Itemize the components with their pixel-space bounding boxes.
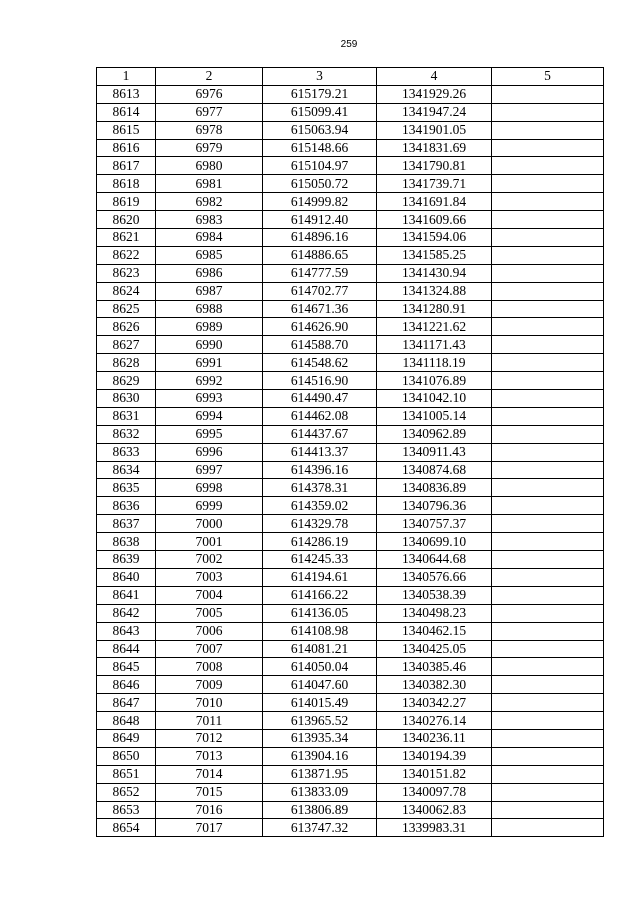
x-coordinate-cell: 614047.60 (263, 676, 377, 694)
index-cell: 7002 (156, 551, 263, 569)
x-coordinate-cell: 614437.67 (263, 425, 377, 443)
note-cell (492, 622, 604, 640)
index-cell: 7005 (156, 604, 263, 622)
table-row (97, 783, 604, 801)
x-coordinate-cell: 614777.59 (263, 264, 377, 282)
table-row (97, 121, 604, 139)
y-coordinate-cell: 1341324.88 (377, 282, 492, 300)
point-number-cell: 8636 (97, 497, 156, 515)
point-number-cell: 8619 (97, 193, 156, 211)
point-number-cell: 8651 (97, 765, 156, 783)
note-cell (492, 211, 604, 229)
y-coordinate-cell: 1340962.89 (377, 425, 492, 443)
note-cell (492, 282, 604, 300)
x-coordinate-cell: 614896.16 (263, 229, 377, 247)
y-coordinate-cell: 1340276.14 (377, 712, 492, 730)
table-row (97, 407, 604, 425)
table-row (97, 819, 604, 837)
index-cell: 7007 (156, 640, 263, 658)
y-coordinate-cell: 1340462.15 (377, 622, 492, 640)
note-cell (492, 533, 604, 551)
column-header-2: 2 (156, 68, 263, 86)
index-cell: 6993 (156, 390, 263, 408)
table-row (97, 676, 604, 694)
point-number-cell: 8638 (97, 533, 156, 551)
note-cell (492, 157, 604, 175)
coordinates-table (96, 67, 604, 837)
table-row (97, 175, 604, 193)
y-coordinate-cell: 1340385.46 (377, 658, 492, 676)
table-row (97, 747, 604, 765)
note-cell (492, 246, 604, 264)
index-cell: 6984 (156, 229, 263, 247)
index-cell: 6991 (156, 354, 263, 372)
index-cell: 6992 (156, 372, 263, 390)
point-number-cell: 8613 (97, 85, 156, 103)
column-header-1: 1 (97, 68, 156, 86)
point-number-cell: 8644 (97, 640, 156, 658)
point-number-cell: 8630 (97, 390, 156, 408)
y-coordinate-cell: 1341790.81 (377, 157, 492, 175)
x-coordinate-cell: 613935.34 (263, 729, 377, 747)
index-cell: 6996 (156, 443, 263, 461)
y-coordinate-cell: 1340699.10 (377, 533, 492, 551)
x-coordinate-cell: 614359.02 (263, 497, 377, 515)
note-cell (492, 819, 604, 837)
y-coordinate-cell: 1340194.39 (377, 747, 492, 765)
x-coordinate-cell: 614136.05 (263, 604, 377, 622)
y-coordinate-cell: 1340062.83 (377, 801, 492, 819)
x-coordinate-cell: 614462.08 (263, 407, 377, 425)
y-coordinate-cell: 1341691.84 (377, 193, 492, 211)
note-cell (492, 425, 604, 443)
note-cell (492, 354, 604, 372)
table-row (97, 372, 604, 390)
note-cell (492, 264, 604, 282)
index-cell: 7003 (156, 568, 263, 586)
x-coordinate-cell: 613806.89 (263, 801, 377, 819)
point-number-cell: 8627 (97, 336, 156, 354)
point-number-cell: 8645 (97, 658, 156, 676)
note-cell (492, 479, 604, 497)
point-number-cell: 8626 (97, 318, 156, 336)
x-coordinate-cell: 614396.16 (263, 461, 377, 479)
y-coordinate-cell: 1341609.66 (377, 211, 492, 229)
y-coordinate-cell: 1340498.23 (377, 604, 492, 622)
y-coordinate-cell: 1341430.94 (377, 264, 492, 282)
index-cell: 7010 (156, 694, 263, 712)
point-number-cell: 8641 (97, 586, 156, 604)
point-number-cell: 8640 (97, 568, 156, 586)
table-row (97, 515, 604, 533)
table-row (97, 622, 604, 640)
table-row (97, 497, 604, 515)
page-number: 259 (340, 39, 358, 50)
note-cell (492, 801, 604, 819)
note-cell (492, 747, 604, 765)
point-number-cell: 8621 (97, 229, 156, 247)
index-cell: 7008 (156, 658, 263, 676)
point-number-cell: 8653 (97, 801, 156, 819)
note-cell (492, 604, 604, 622)
table-row (97, 729, 604, 747)
index-cell: 6994 (156, 407, 263, 425)
y-coordinate-cell: 1340911.43 (377, 443, 492, 461)
note-cell (492, 515, 604, 533)
index-cell: 7013 (156, 747, 263, 765)
point-number-cell: 8648 (97, 712, 156, 730)
x-coordinate-cell: 613871.95 (263, 765, 377, 783)
table-row (97, 229, 604, 247)
index-cell: 6997 (156, 461, 263, 479)
index-cell: 6999 (156, 497, 263, 515)
point-number-cell: 8639 (97, 551, 156, 569)
index-cell: 7012 (156, 729, 263, 747)
column-header-5: 5 (492, 68, 604, 86)
x-coordinate-cell: 613904.16 (263, 747, 377, 765)
x-coordinate-cell: 614588.70 (263, 336, 377, 354)
x-coordinate-cell: 613965.52 (263, 712, 377, 730)
table-row (97, 443, 604, 461)
y-coordinate-cell: 1341042.10 (377, 390, 492, 408)
note-cell (492, 551, 604, 569)
point-number-cell: 8622 (97, 246, 156, 264)
index-cell: 6990 (156, 336, 263, 354)
y-coordinate-cell: 1341739.71 (377, 175, 492, 193)
point-number-cell: 8624 (97, 282, 156, 300)
index-cell: 7014 (156, 765, 263, 783)
index-cell: 6986 (156, 264, 263, 282)
table-row (97, 103, 604, 121)
index-cell: 7004 (156, 586, 263, 604)
point-number-cell: 8634 (97, 461, 156, 479)
table-row (97, 712, 604, 730)
point-number-cell: 8628 (97, 354, 156, 372)
point-number-cell: 8625 (97, 300, 156, 318)
note-cell (492, 586, 604, 604)
index-cell: 6980 (156, 157, 263, 175)
point-number-cell: 8632 (97, 425, 156, 443)
note-cell (492, 694, 604, 712)
x-coordinate-cell: 614286.19 (263, 533, 377, 551)
x-coordinate-cell: 614413.37 (263, 443, 377, 461)
note-cell (492, 640, 604, 658)
x-coordinate-cell: 614702.77 (263, 282, 377, 300)
point-number-cell: 8620 (97, 211, 156, 229)
y-coordinate-cell: 1341831.69 (377, 139, 492, 157)
table-row (97, 85, 604, 103)
x-coordinate-cell: 615104.97 (263, 157, 377, 175)
table-row (97, 461, 604, 479)
column-header-3: 3 (263, 68, 377, 86)
note-cell (492, 103, 604, 121)
note-cell (492, 729, 604, 747)
y-coordinate-cell: 1341118.19 (377, 354, 492, 372)
header-row (97, 68, 604, 86)
table-row (97, 211, 604, 229)
point-number-cell: 8618 (97, 175, 156, 193)
y-coordinate-cell: 1340538.39 (377, 586, 492, 604)
x-coordinate-cell: 614050.04 (263, 658, 377, 676)
y-coordinate-cell: 1341076.89 (377, 372, 492, 390)
table-row (97, 390, 604, 408)
index-cell: 7016 (156, 801, 263, 819)
y-coordinate-cell: 1340796.36 (377, 497, 492, 515)
x-coordinate-cell: 614516.90 (263, 372, 377, 390)
point-number-cell: 8616 (97, 139, 156, 157)
y-coordinate-cell: 1340576.66 (377, 568, 492, 586)
note-cell (492, 407, 604, 425)
y-coordinate-cell: 1341171.43 (377, 336, 492, 354)
y-coordinate-cell: 1341594.06 (377, 229, 492, 247)
table-row (97, 604, 604, 622)
index-cell: 6985 (156, 246, 263, 264)
x-coordinate-cell: 615099.41 (263, 103, 377, 121)
y-coordinate-cell: 1340874.68 (377, 461, 492, 479)
index-cell: 7017 (156, 819, 263, 837)
y-coordinate-cell: 1340382.30 (377, 676, 492, 694)
x-coordinate-cell: 614671.36 (263, 300, 377, 318)
x-coordinate-cell: 614378.31 (263, 479, 377, 497)
table-row (97, 694, 604, 712)
y-coordinate-cell: 1341929.26 (377, 85, 492, 103)
note-cell (492, 676, 604, 694)
index-cell: 7006 (156, 622, 263, 640)
point-number-cell: 8629 (97, 372, 156, 390)
table-row (97, 193, 604, 211)
index-cell: 6979 (156, 139, 263, 157)
table-row (97, 586, 604, 604)
index-cell: 7015 (156, 783, 263, 801)
index-cell: 6978 (156, 121, 263, 139)
y-coordinate-cell: 1341901.05 (377, 121, 492, 139)
table-row (97, 300, 604, 318)
index-cell: 6982 (156, 193, 263, 211)
column-header-4: 4 (377, 68, 492, 86)
table-row (97, 568, 604, 586)
note-cell (492, 175, 604, 193)
table-row (97, 139, 604, 157)
table-row (97, 479, 604, 497)
point-number-cell: 8647 (97, 694, 156, 712)
note-cell (492, 443, 604, 461)
x-coordinate-cell: 614194.61 (263, 568, 377, 586)
note-cell (492, 765, 604, 783)
x-coordinate-cell: 614626.90 (263, 318, 377, 336)
x-coordinate-cell: 614329.78 (263, 515, 377, 533)
y-coordinate-cell: 1340425.05 (377, 640, 492, 658)
x-coordinate-cell: 614245.33 (263, 551, 377, 569)
table-row (97, 658, 604, 676)
index-cell: 6977 (156, 103, 263, 121)
point-number-cell: 8623 (97, 264, 156, 282)
index-cell: 6989 (156, 318, 263, 336)
table-row (97, 246, 604, 264)
point-number-cell: 8635 (97, 479, 156, 497)
x-coordinate-cell: 614166.22 (263, 586, 377, 604)
point-number-cell: 8652 (97, 783, 156, 801)
index-cell: 6998 (156, 479, 263, 497)
table-row (97, 425, 604, 443)
x-coordinate-cell: 614015.49 (263, 694, 377, 712)
note-cell (492, 390, 604, 408)
x-coordinate-cell: 614108.98 (263, 622, 377, 640)
point-number-cell: 8615 (97, 121, 156, 139)
y-coordinate-cell: 1341221.62 (377, 318, 492, 336)
x-coordinate-cell: 613747.32 (263, 819, 377, 837)
point-number-cell: 8614 (97, 103, 156, 121)
x-coordinate-cell: 613833.09 (263, 783, 377, 801)
note-cell (492, 229, 604, 247)
index-cell: 6981 (156, 175, 263, 193)
note-cell (492, 336, 604, 354)
index-cell: 7001 (156, 533, 263, 551)
index-cell: 6995 (156, 425, 263, 443)
y-coordinate-cell: 1340097.78 (377, 783, 492, 801)
note-cell (492, 497, 604, 515)
table-row (97, 282, 604, 300)
note-cell (492, 193, 604, 211)
point-number-cell: 8654 (97, 819, 156, 837)
x-coordinate-cell: 614081.21 (263, 640, 377, 658)
x-coordinate-cell: 615179.21 (263, 85, 377, 103)
table-row (97, 640, 604, 658)
index-cell: 6987 (156, 282, 263, 300)
point-number-cell: 8649 (97, 729, 156, 747)
index-cell: 7009 (156, 676, 263, 694)
point-number-cell: 8650 (97, 747, 156, 765)
table-row (97, 551, 604, 569)
y-coordinate-cell: 1341585.25 (377, 246, 492, 264)
point-number-cell: 8637 (97, 515, 156, 533)
x-coordinate-cell: 614912.40 (263, 211, 377, 229)
note-cell (492, 712, 604, 730)
table-row (97, 533, 604, 551)
note-cell (492, 783, 604, 801)
index-cell: 7011 (156, 712, 263, 730)
table-row (97, 264, 604, 282)
y-coordinate-cell: 1341947.24 (377, 103, 492, 121)
point-number-cell: 8631 (97, 407, 156, 425)
table-body (97, 85, 604, 836)
note-cell (492, 139, 604, 157)
note-cell (492, 121, 604, 139)
note-cell (492, 300, 604, 318)
x-coordinate-cell: 615148.66 (263, 139, 377, 157)
x-coordinate-cell: 614999.82 (263, 193, 377, 211)
table-row (97, 354, 604, 372)
table-row (97, 157, 604, 175)
point-number-cell: 8633 (97, 443, 156, 461)
index-cell: 7000 (156, 515, 263, 533)
note-cell (492, 318, 604, 336)
y-coordinate-cell: 1341280.91 (377, 300, 492, 318)
table-row (97, 801, 604, 819)
y-coordinate-cell: 1340644.68 (377, 551, 492, 569)
note-cell (492, 372, 604, 390)
y-coordinate-cell: 1340836.89 (377, 479, 492, 497)
y-coordinate-cell: 1340757.37 (377, 515, 492, 533)
note-cell (492, 658, 604, 676)
y-coordinate-cell: 1340151.82 (377, 765, 492, 783)
point-number-cell: 8643 (97, 622, 156, 640)
note-cell (492, 568, 604, 586)
y-coordinate-cell: 1340342.27 (377, 694, 492, 712)
y-coordinate-cell: 1341005.14 (377, 407, 492, 425)
point-number-cell: 8646 (97, 676, 156, 694)
x-coordinate-cell: 614548.62 (263, 354, 377, 372)
point-number-cell: 8617 (97, 157, 156, 175)
y-coordinate-cell: 1340236.11 (377, 729, 492, 747)
y-coordinate-cell: 1339983.31 (377, 819, 492, 837)
x-coordinate-cell: 615050.72 (263, 175, 377, 193)
index-cell: 6976 (156, 85, 263, 103)
table-row (97, 765, 604, 783)
table-row (97, 318, 604, 336)
table-row (97, 336, 604, 354)
note-cell (492, 85, 604, 103)
index-cell: 6988 (156, 300, 263, 318)
note-cell (492, 461, 604, 479)
point-number-cell: 8642 (97, 604, 156, 622)
x-coordinate-cell: 615063.94 (263, 121, 377, 139)
x-coordinate-cell: 614490.47 (263, 390, 377, 408)
index-cell: 6983 (156, 211, 263, 229)
x-coordinate-cell: 614886.65 (263, 246, 377, 264)
